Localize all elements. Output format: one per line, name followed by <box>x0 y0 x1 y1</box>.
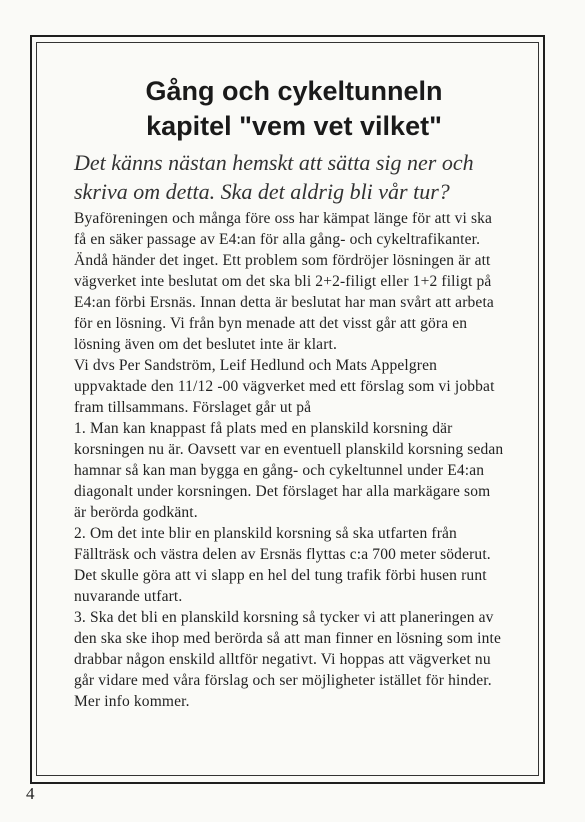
page-number: 4 <box>26 784 35 803</box>
paragraph-point-3: 3. Ska det bli en planskild korsning så tycker vi att planeringen av den ska ske ihop med berörda så att man finner en lösning som inte drabbar någon enskild alltför negativt. Vi hoppas att vägverket nu går vidare med våra förslag och ser möjligheter istället för hinder. Mer info kommer. <box>74 609 502 710</box>
article <box>74 74 504 712</box>
paragraph-point-1: 1. Man kan knappast få plats med en planskild korsning där korsningen nu är. Oavsett var en eventuell planskild korsning sedan hamnar så kan man bygga en gång- och cykeltunnel under E4:an diagonalt under korsningen. Det förslaget har alla markägare som är berörda godkänt. <box>74 420 504 521</box>
article-title-line-2: kapitel "vem vet vilket" <box>146 111 442 141</box>
article-title-line-1: Gång och cykeltunneln <box>145 76 443 106</box>
article-title <box>74 74 504 144</box>
paragraph-proposal: Vi dvs Per Sandström, Leif Hedlund och Mats Appelgren uppvaktade den 11/12 -00 vägverket med ett förslag som vi jobbat fram tillsammans. Förslaget går ut på <box>74 357 495 416</box>
paragraph-point-2: 2. Om det inte blir en planskild korsning så ska utfarten från Fällträsk och västra delen av Ersnäs flyttas c:a 700 meter söderut. Det skulle göra att vi slapp en hel del tung trafik förbi husen runt nuvarande utfart. <box>74 525 491 605</box>
article-lead: Det känns nästan hemskt att sätta sig ner och skriva om detta. Ska det aldrig bli vår tur? <box>74 150 474 204</box>
paragraph-intro: Byaföreningen och många före oss har kämpat länge för att vi ska få en säker passage av E4:an för alla gång- och cykeltrafikanter. Ändå händer det inget. Ett problem som fördröjer lösningen är att vägverket inte beslutat om det ska bli 2+2-filigt eller 1+2 filigt på E4:an förbi Ersnäs. Innan detta är beslutat har man svårt att arbeta för en lösning. Vi från byn menade att det visst går att göra en lösning även om det beslutet inte är klart. <box>74 210 494 353</box>
